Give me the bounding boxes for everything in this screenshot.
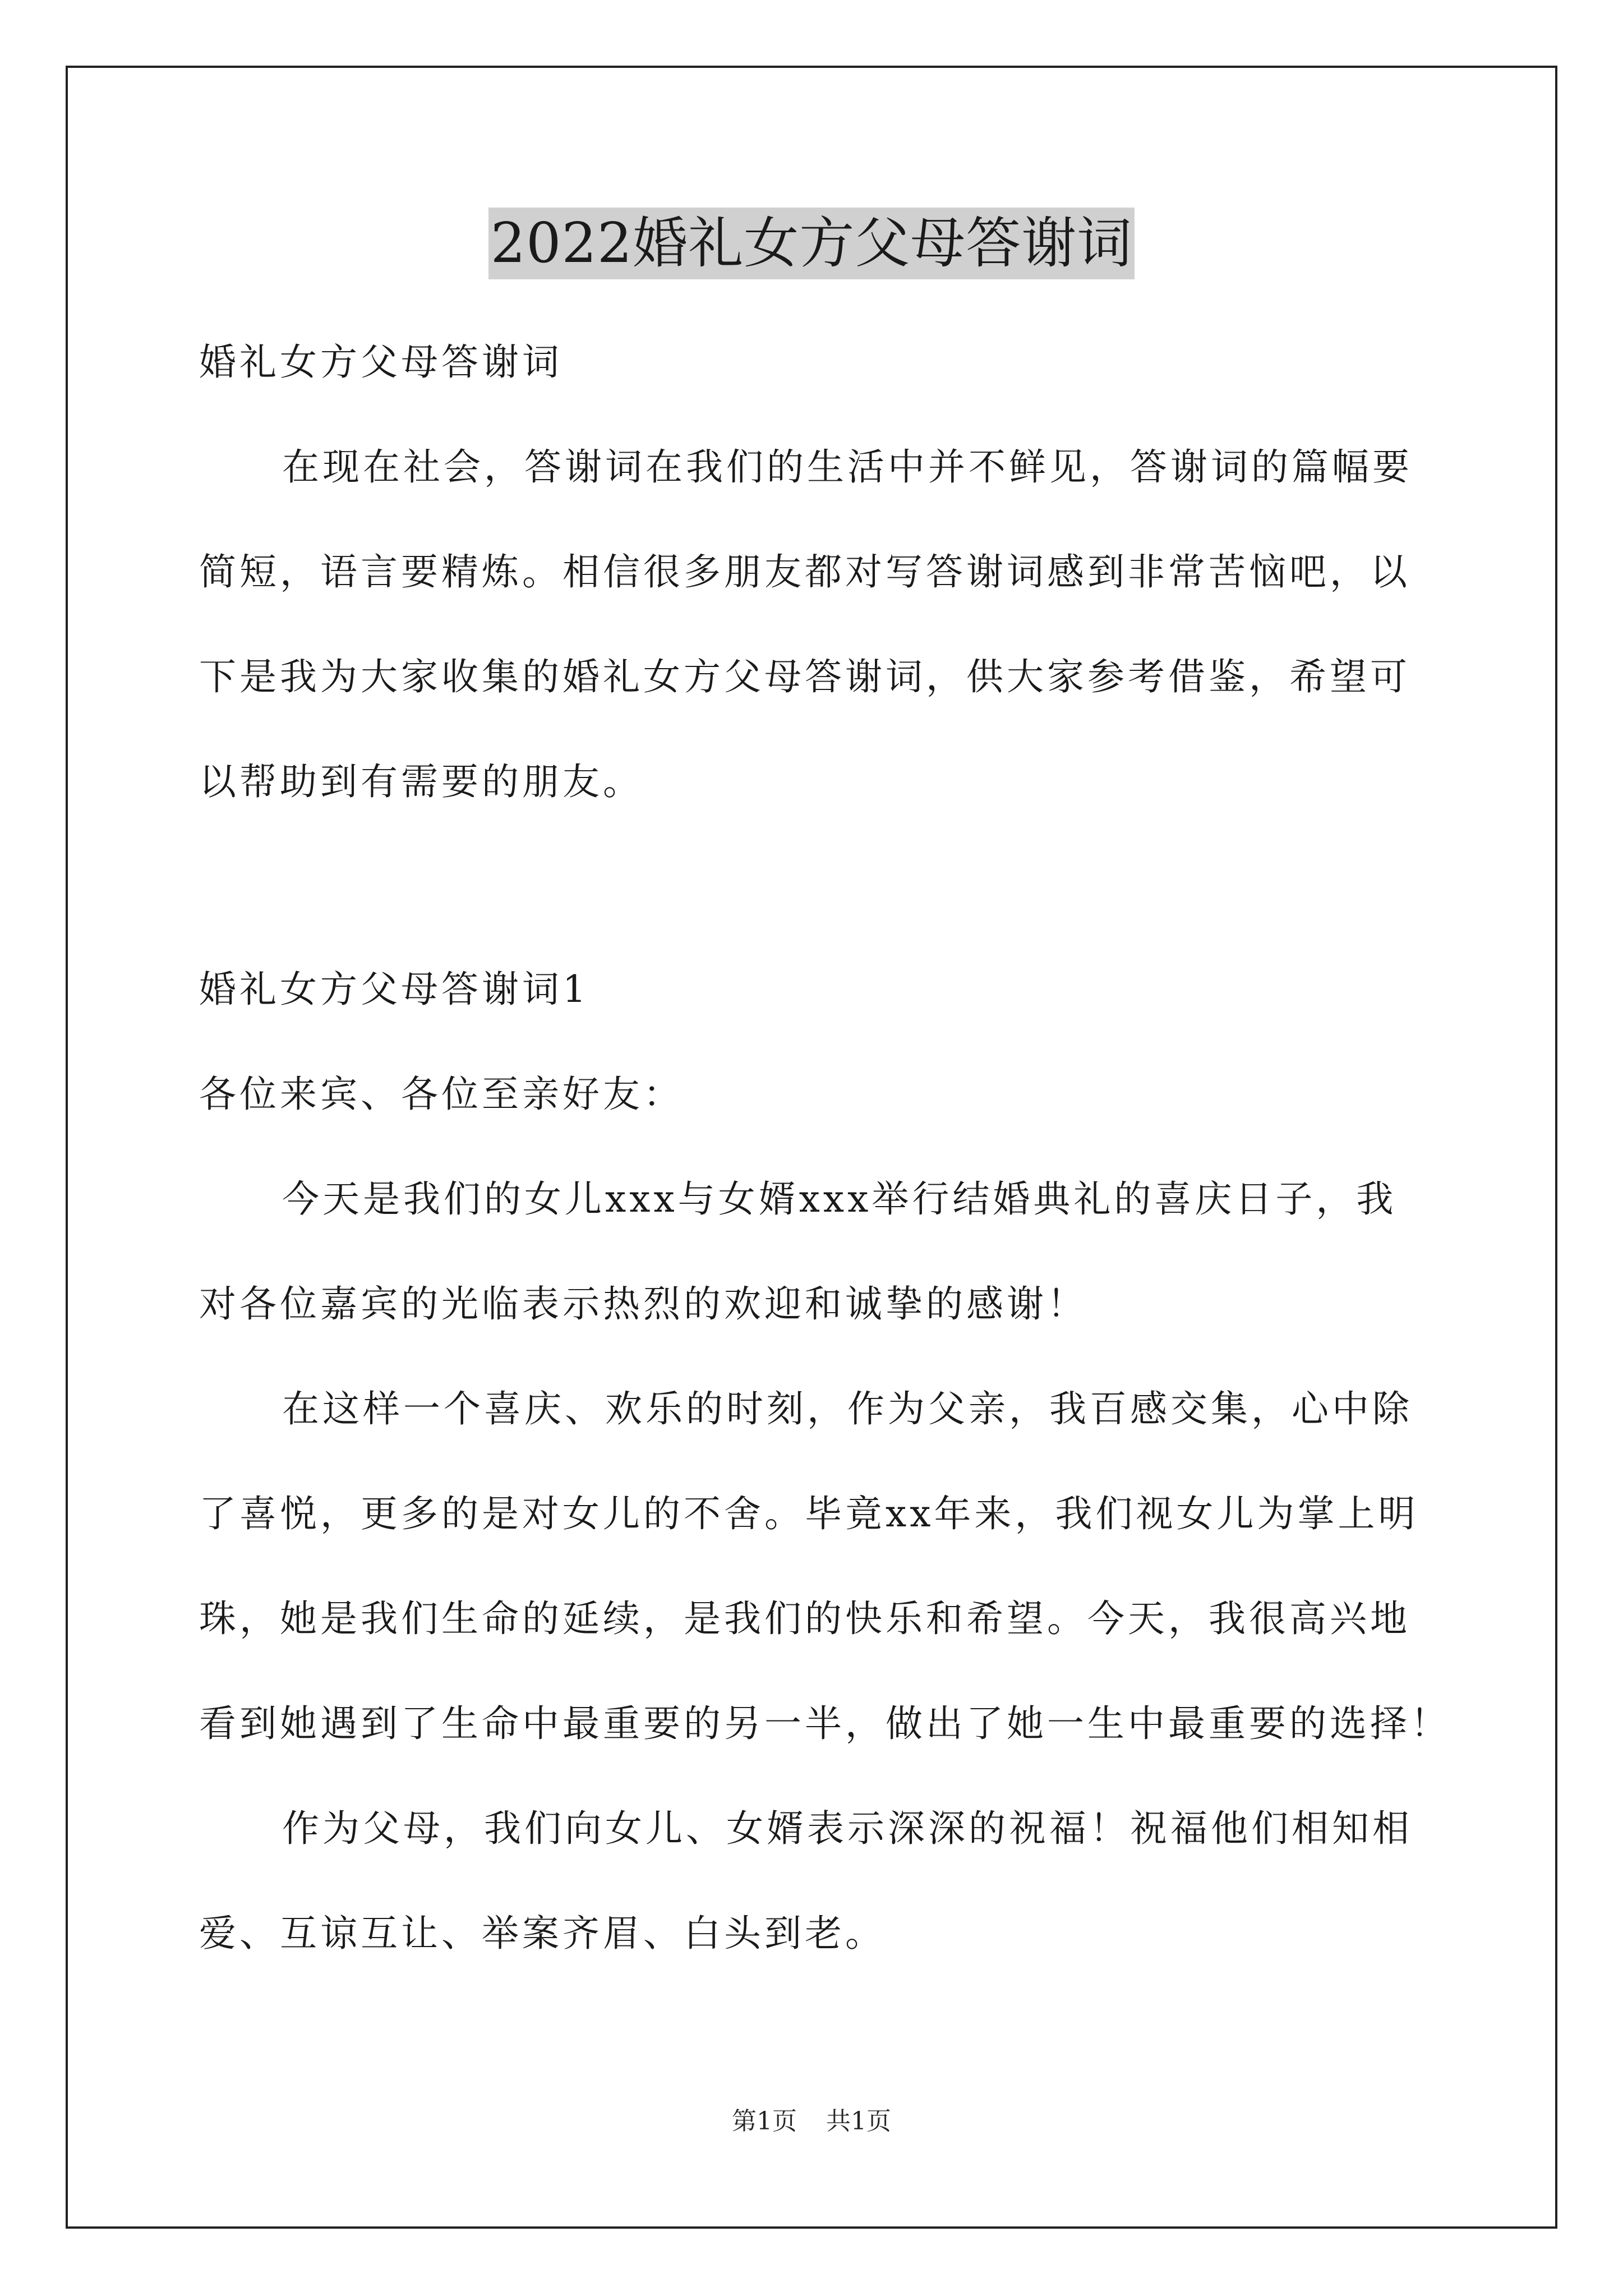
paragraph-line: 对各位嘉宾的光临表示热烈的欢迎和诚挚的感谢！ — [199, 1282, 1087, 1326]
page-total: 共1页 — [826, 2107, 891, 2136]
subtitle-line: 婚礼女方父母答谢词 — [199, 341, 562, 384]
page-footer — [0, 2105, 1623, 2138]
salutation-line: 各位来宾、各位至亲好友： — [199, 1073, 684, 1116]
title-container — [0, 208, 1623, 279]
paragraph-line: 在这样一个喜庆、欢乐的时刻，作为父亲，我百感交集，心中除 — [282, 1387, 1413, 1430]
paragraph-line: 了喜悦，更多的是对女儿的不舍。毕竟xx年来，我们视女儿为掌上明 — [199, 1492, 1419, 1535]
page-number: 第1页 — [732, 2107, 797, 2136]
document-title: 2022婚礼女方父母答谢词 — [488, 208, 1135, 279]
spacer — [199, 834, 1436, 937]
document-body — [199, 310, 1451, 1986]
section-heading: 婚礼女方父母答谢词1 — [199, 968, 589, 1011]
paragraph-line: 今天是我们的女儿xxx与女婿xxx举行结婚典礼的喜庆日子，我 — [282, 1177, 1397, 1221]
paragraph-line: 简短，语言要精炼。相信很多朋友都对写答谢词感到非常苦恼吧，以 — [199, 550, 1410, 593]
paragraph-line: 爱、互谅互让、举案齐眉、白头到老。 — [199, 1912, 886, 1955]
paragraph-line: 看到她遇到了生命中最重要的另一半，做出了她一生中最重要的选择！ — [199, 1702, 1451, 1745]
paragraph-line: 以帮助到有需要的朋友。 — [199, 760, 643, 803]
paragraph-line: 下是我为大家收集的婚礼女方父母答谢词，供大家参考借鉴，希望可 — [199, 655, 1410, 698]
paragraph-line: 在现在社会，答谢词在我们的生活中并不鲜见，答谢词的篇幅要 — [282, 445, 1413, 489]
paragraph-line: 珠，她是我们生命的延续，是我们的快乐和希望。今天，我很高兴地 — [199, 1597, 1410, 1640]
paragraph-line: 作为父母，我们向女儿、女婿表示深深的祝福！祝福他们相知相 — [282, 1807, 1413, 1850]
